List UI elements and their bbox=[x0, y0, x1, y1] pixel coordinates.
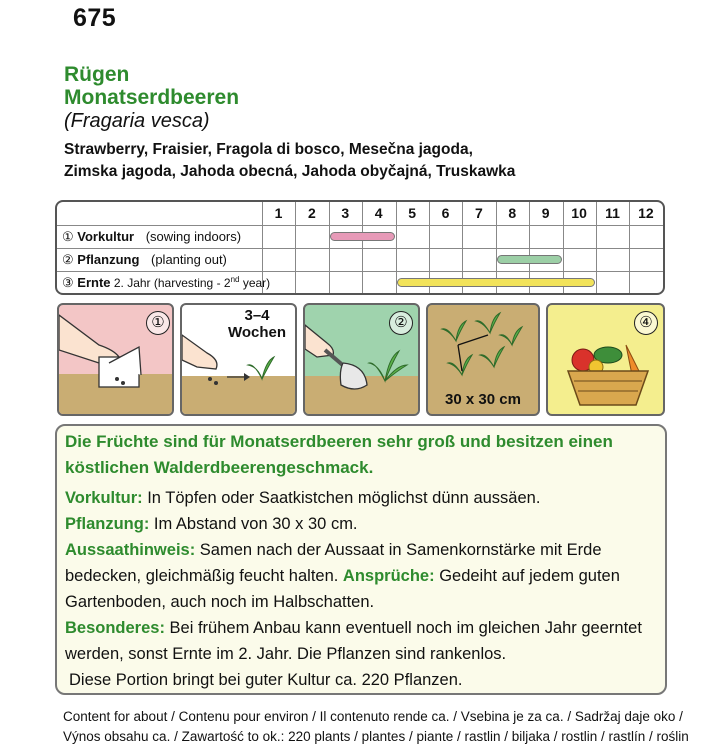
pflanzung-label: Pflanzung: bbox=[65, 515, 150, 533]
schedule-table bbox=[55, 200, 665, 295]
aussaat-continued: bedecken, gleichmäßig feucht halten. bbox=[65, 567, 343, 585]
variety-title: Rügen bbox=[64, 63, 130, 86]
schedule-bar-vorkultur bbox=[330, 232, 395, 241]
month-header-3: 3 bbox=[341, 205, 350, 221]
step-4-badge: ④ bbox=[634, 311, 658, 335]
month-header-10: 10 bbox=[571, 205, 587, 221]
vorkultur-label: Vorkultur: bbox=[65, 489, 143, 507]
content-line1: Content for about / Contenu pour environ / Il contenuto rende ca. / Vsebina je za ca. / Sadržaj daje oko / bbox=[63, 709, 683, 724]
schedule-row-title: Vorkultur bbox=[77, 229, 135, 244]
schedule-row-label: ① Vorkultur (sowing indoors) bbox=[62, 229, 242, 244]
latin-name: (Fragaria vesca) bbox=[64, 110, 210, 132]
besonderes-label: Besonderes: bbox=[65, 619, 165, 637]
seedling-icon bbox=[182, 305, 297, 416]
schedule-row-label: ② Pflanzung (planting out) bbox=[62, 252, 227, 267]
step-1-badge: ① bbox=[146, 311, 170, 335]
schedule-row-note: (sowing indoors) bbox=[142, 229, 242, 244]
schedule-bar-pflanzung bbox=[497, 255, 562, 264]
panel-planting bbox=[303, 303, 420, 416]
table-divider bbox=[57, 271, 663, 272]
month-header-9: 9 bbox=[541, 205, 550, 221]
schedule-row-label: ③ Ernte 2. Jahr (harvesting - 2nd year) bbox=[62, 275, 271, 290]
month-header-1: 1 bbox=[274, 205, 283, 221]
month-header-4: 4 bbox=[374, 205, 383, 221]
pflanzung-text: Im Abstand von 30 x 30 cm. bbox=[149, 515, 358, 533]
packet-number: 675 bbox=[73, 4, 117, 32]
panel-sowing bbox=[57, 303, 174, 416]
panel-harvest bbox=[546, 303, 665, 416]
schedule-row-title: Pflanzung bbox=[77, 252, 140, 267]
translated-names-line1: Strawberry, Fraisier, Fragola di bosco, Mesečna jagoda, bbox=[64, 141, 473, 158]
step-2-badge: ② bbox=[389, 311, 413, 335]
duration-label-bottom: Wochen bbox=[227, 324, 287, 341]
ansprueche-text: Gedeiht auf jedem guten bbox=[434, 567, 620, 585]
panel-spacing bbox=[426, 303, 540, 416]
table-divider bbox=[57, 225, 663, 226]
besonderes-text: Bei frühem Anbau kann eventuell noch im gleichen Jahr geerntet bbox=[164, 619, 642, 637]
spacing-label: 30 x 30 cm bbox=[445, 391, 521, 408]
product-title: Monatserdbeeren bbox=[64, 86, 240, 109]
month-header-5: 5 bbox=[408, 205, 416, 221]
portion-note: Diese Portion bringt bei guter Kultur ca. 220 Pflanzen. bbox=[69, 671, 463, 689]
month-header-12: 12 bbox=[638, 205, 654, 221]
month-header-2: 2 bbox=[307, 205, 316, 221]
content-line2: Výnos obsahu ca. / Zawartość to ok.: 220 plants / plantes / piante / rastlin / biljaka / rostlin / rastlín / roślin bbox=[63, 729, 689, 744]
month-header-8: 8 bbox=[508, 205, 517, 221]
intro-line1: Die Früchte sind für Monatserdbeeren sehr groß und besitzen einen bbox=[65, 432, 613, 451]
panel-germination bbox=[180, 303, 297, 416]
schedule-bar-ernte bbox=[397, 278, 595, 287]
aussaat-text: Samen nach der Aussaat in Samenkornstärke mit Erde bbox=[195, 541, 602, 559]
intro-line2: köstlichen Walderdbeerengeschmack. bbox=[65, 458, 374, 477]
duration-label-top: 3–4 bbox=[244, 307, 270, 324]
schedule-row-note: 2. Jahr (harvesting - 2nd year) bbox=[110, 275, 271, 290]
month-header-7: 7 bbox=[474, 205, 483, 221]
schedule-row-note: (planting out) bbox=[147, 252, 227, 267]
ansprueche-label: Ansprüche: bbox=[342, 567, 435, 585]
month-header-11: 11 bbox=[605, 205, 620, 221]
ansprueche-continued: Gartenboden, auch noch im Halbschatten. bbox=[65, 593, 375, 611]
schedule-row-title: Ernte bbox=[77, 275, 111, 290]
translated-names-line2: Zimska jagoda, Jahoda obecná, Jahoda obyčajná, Truskawka bbox=[64, 163, 516, 180]
vorkultur-text: In Töpfen oder Saatkistchen möglichst dünn aussäen. bbox=[142, 489, 541, 507]
table-divider bbox=[57, 248, 663, 249]
aussaat-label: Aussaathinweis: bbox=[65, 541, 196, 559]
description-box bbox=[55, 424, 667, 695]
besonderes-continued: werden, sonst Ernte im 2. Jahr. Die Pflanzen sind rankenlos. bbox=[65, 645, 507, 663]
month-header-6: 6 bbox=[441, 205, 450, 221]
